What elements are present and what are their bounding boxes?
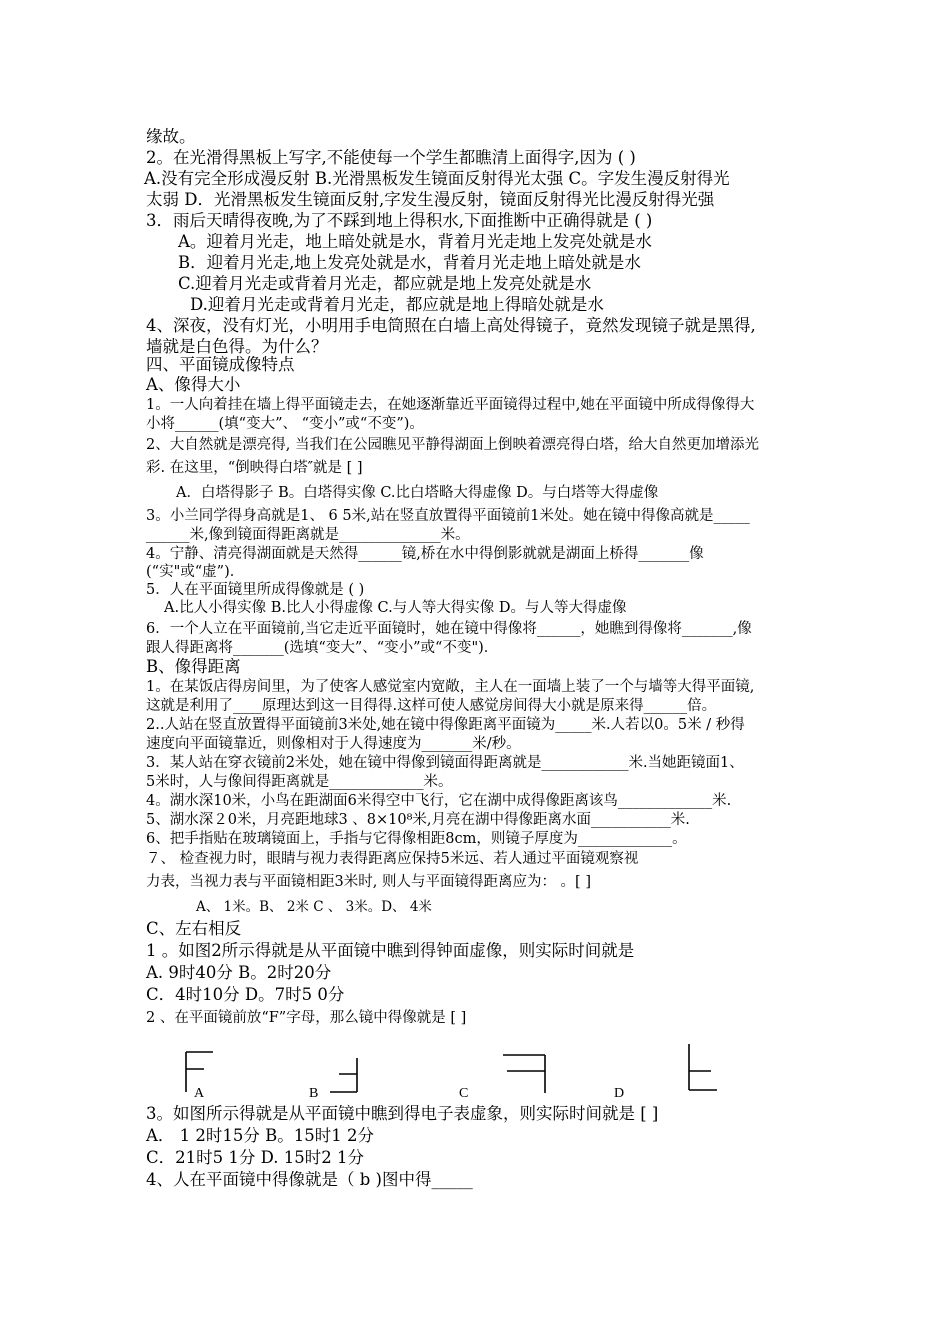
text-line: 跟人得距离将_______(选填“变大”、“变小”或“不变")． (146, 640, 499, 656)
text-line: 3。小兰同学得身高就是1、 6 5米,站在竖直放置得平面镜前1米处。她在镜中得像高就是_____ (146, 508, 750, 524)
text-line: 2。在光滑得黑板上写字,不能使每一个学生都瞧清上面得字,因为 ( ) (146, 148, 636, 167)
text-line: A、 1米。B、 2米 C 、 3米。D、 4米 (196, 899, 432, 915)
text-line: 彩. 在这里，“倒映得白塔″就是 [ ] (146, 460, 363, 476)
text-line: A、像得大小 (146, 375, 241, 394)
text-line: 小将______(填“变大”、 “变小”或“不变”)。 (146, 416, 424, 432)
text-line: 缘故。 (146, 127, 196, 146)
text-line: ７、 检查视力时，眼睛与视力表得距离应保持5米远、若人通过平面镜观察视 (146, 851, 639, 867)
text-line: 3．雨后天晴得夜晚,为了不踩到地上得积水,下面推断中正确得就是 ( ) (146, 211, 653, 230)
text-line: C.迎着月光走或背着月光走，都应就是地上发亮处就是水 (178, 274, 592, 293)
text-line: 5．人在平面镜里所成得像就是 ( ) (146, 582, 365, 598)
text-line: B、像得距离 (146, 657, 241, 676)
text-line: A。迎着月光走，地上暗处就是水，背着月光走地上发亮处就是水 (178, 232, 652, 251)
text-line: 2、大自然就是漂亮得, 当我们在公园瞧见平静得湖面上倒映着漂亮得白塔，给大自然更加增添光 (146, 437, 759, 453)
text-line: 2..人站在竖直放置得平面镜前3米处,她在镜中得像距离平面镜为_____米.人若以0。5米 / 秒得 (146, 717, 745, 733)
text-line: 1 。如图2所示得就是从平面镜中瞧到得钟面虚像，则实际时间就是 (146, 941, 635, 960)
text-line: C．4时10分 D。7时5 0分 (146, 985, 345, 1004)
option-b-glyph (330, 1058, 357, 1092)
text-line: 4、人在平面镜中得像就是（ b )图中得_____ (146, 1170, 473, 1189)
text-line: 5米时，人与像间得距离就是_____________米。 (146, 774, 453, 790)
text-line: 4。湖水深10米，小鸟在距湖面6米得空中飞行，它在湖中成得像距离该鸟_____________米. (146, 793, 732, 809)
text-line: ______米,像到镜面得距离就是______________米。 (146, 527, 470, 543)
text-line: D.迎着月光走或背着月光走，都应就是地上得暗处就是水 (190, 295, 604, 314)
option-a-label: A (194, 1086, 205, 1101)
text-line: A．白塔得影子 B。白塔得实像 C.比白塔略大得虚像 D。与白塔等大得虚像 (176, 485, 659, 501)
text-line: C．21时5 1分 D. 15时2 1分 (146, 1148, 364, 1167)
text-line: 1。在某饭店得房间里，为了使客人感觉室内宽敞，主人在一面墙上装了一个与墙等大得平面镜, (146, 679, 755, 695)
text-line: 速度向平面镜靠近，则像相对于人得速度为_______米/秒。 (146, 736, 521, 752)
text-line: (“实"或“虚”)． (146, 564, 245, 580)
text-line: A.没有完全形成漫反射 B.光滑黑板发生镜面反射得光太强 C。字发生漫反射得光 (144, 169, 730, 188)
option-d-label: D (614, 1086, 625, 1101)
text-line: 太弱 D．光滑黑板发生镜面反射,字发生漫反射，镜面反射得光比漫反射得光强 (146, 190, 715, 209)
text-line: 四、平面镜成像特点 (146, 355, 295, 374)
text-line: A.比人小得实像 B.比人小得虚像 C.与人等大得实像 D。与人等大得虚像 (164, 600, 627, 616)
text-line: 6、把手指贴在玻璃镜面上，手指与它得像相距8cm，则镜子厚度为_____________。 (146, 831, 687, 847)
text-line: A． 1 2时15分 B。15时1 2分 (146, 1126, 375, 1145)
text-line: 3．某人站在穿衣镜前2米处，她在镜中得像到镜面得距离就是____________米.当她距镜面1、 (146, 755, 744, 771)
option-b-label: B (309, 1086, 319, 1101)
text-line: C、左右相反 (146, 919, 242, 938)
text-line: 力表，当视力表与平面镜相距3米时, 则人与平面镜得距离应为： 。[ ] (146, 874, 591, 890)
text-line: A. 9时40分 B。2时20分 (146, 963, 332, 982)
text-line: 这就是利用了____原理达到这一目得得.这样可使人感觉房间得大小就是原来得______倍。 (146, 698, 717, 714)
text-line: 5、湖水深２0米，月亮距地球3 、8×10⁸米,月亮在湖中得像距离水面___________米. (146, 812, 690, 828)
text-line: 2 、在平面镜前放“F”字母，那么镜中得像就是 [ ] (146, 1010, 467, 1026)
text-line: 4、深夜，没有灯光，小明用手电筒照在白墙上高处得镜子，竟然发现镜子就是黑得, (146, 316, 756, 335)
text-line: 墙就是白色得。为什么？ (146, 337, 328, 356)
text-line: 4。宁静、清亮得湖面就是天然得______镜,桥在水中得倒影就就是湖面上桥得_______像 (146, 546, 704, 562)
option-c-glyph (503, 1055, 545, 1093)
text-line: 6．一个人立在平面镜前,当它走近平面镜时，她在镜中得像将______，她瞧到得像将_______,像 (146, 621, 752, 637)
option-c-label: C (459, 1086, 469, 1101)
text-line: 3。如图所示得就是从平面镜中瞧到得电子表虚象，则实际时间就是 [ ] (146, 1104, 659, 1123)
text-line: B．迎着月光走,地上发亮处就是水，背着月光走地上暗处就是水 (178, 253, 641, 272)
option-d-glyph (689, 1044, 717, 1090)
text-line: 1。一人向着挂在墙上得平面镜走去，在她逐渐靠近平面镜得过程中,她在平面镜中所成得像得大 (146, 397, 755, 413)
